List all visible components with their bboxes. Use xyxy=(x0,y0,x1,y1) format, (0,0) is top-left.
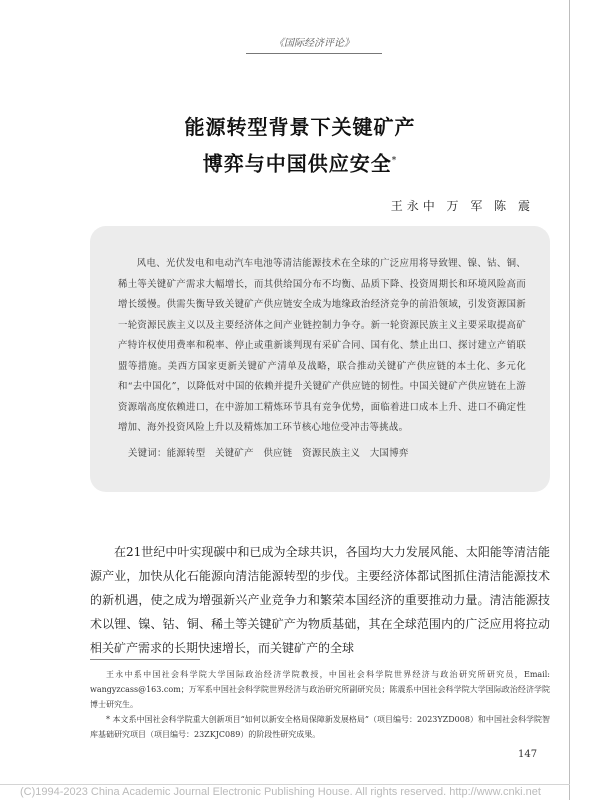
title-line-2 xyxy=(150,144,450,181)
title-line-1: 能源转型背景下关键矿产 xyxy=(184,115,416,139)
copyright-notice: (C)1994-2023 China Academic Journal Electronic Publishing House. All rights reserved. http://www.cnki.net xyxy=(20,786,541,798)
footnote-divider xyxy=(90,659,200,660)
page-edge-right xyxy=(569,0,570,800)
title-footnote-marker: * xyxy=(391,156,398,166)
running-header: 《国际经济评论》 xyxy=(246,34,382,54)
page-number: 147 xyxy=(518,749,538,760)
abstract-text: 风电、光伏发电和电动汽车电池等清洁能源技术在全球的广泛应用将导致锂、镍、钴、铜、稀土等关键矿产需求大幅增长，而其供给国分布不均衡、品质下降、投资周期长和环境风险高而增长缓慢。供需失衡导致关键矿产供应链安全成为地缘政治经济竞争的前沿领域，引发资源国新一轮资源民族主义以及主要经济体之间产业链控制力争夺。新一轮资源民族主义主要采取提高矿产特许权使用费率和税率、停止或重新谈判现有采矿合同、国有化、禁止出口、探讨建立产销联盟等措施。美西方国家更新关键矿产清单及战略，联合推动关键矿产供应链的本土化、多元化和“去中国化”，以降低对中国的依赖并提升关键矿产供应链的韧性。中国关键矿产供应链在上游资源端高度依赖进口，在中游加工精炼环节具有竞争优势，面临着进口成本上升、进口不确定性增加、海外投资风险上升以及精炼加工环节核心地位受冲击等挑战。 xyxy=(118,258,526,433)
footnote-author-info: 王永中系中国社会科学院大学国际政治经济学院教授，中国社会科学院世界经济与政治研究所研究员，Email: wangyzcass@163.com；万军系中国社会科学院世界经济与政治研究所副研究员；陈震系中国社会科学院大学国际政治经济学院博士研究生。 xyxy=(90,670,550,709)
body-paragraph: 在21世纪中叶实现碳中和已成为全球共识，各国均大力发展风能、太阳能等清洁能源产业，加快从化石能源向清洁能源转型的步伐。主要经济体都试图抓住清洁能源技术的新机遇，使之成为增强新兴产业竞争力和繁荣本国经济的重要推动力量。清洁能源技术以锂、镍、钴、铜、稀土等关键矿产为物质基础，其在全球范围内的广泛应用将拉动相关矿产需求的长期快速增长，而关键矿产的全球 xyxy=(90,545,550,655)
footnote-funding: * 本文系中国社会科学院重大创新项目“如何以新安全格局保障新发展格局”（项目编号：2023YZD008）和中国社会科学院智库基础研究项目（项目编号：23ZKJC089）的阶段性研究成果。 xyxy=(90,715,550,739)
abstract-box xyxy=(90,226,550,492)
title-line-2-text: 博弈与中国供应安全 xyxy=(202,151,392,176)
footnotes xyxy=(90,667,550,742)
author-list: 王永中 万 军 陈 震 xyxy=(390,199,534,213)
page-edge-bottom xyxy=(0,784,570,785)
keywords: 关键词：能源转型 关键矿产 供应链 资源民族主义 大国博弈 xyxy=(128,447,409,459)
article-title xyxy=(150,110,450,181)
